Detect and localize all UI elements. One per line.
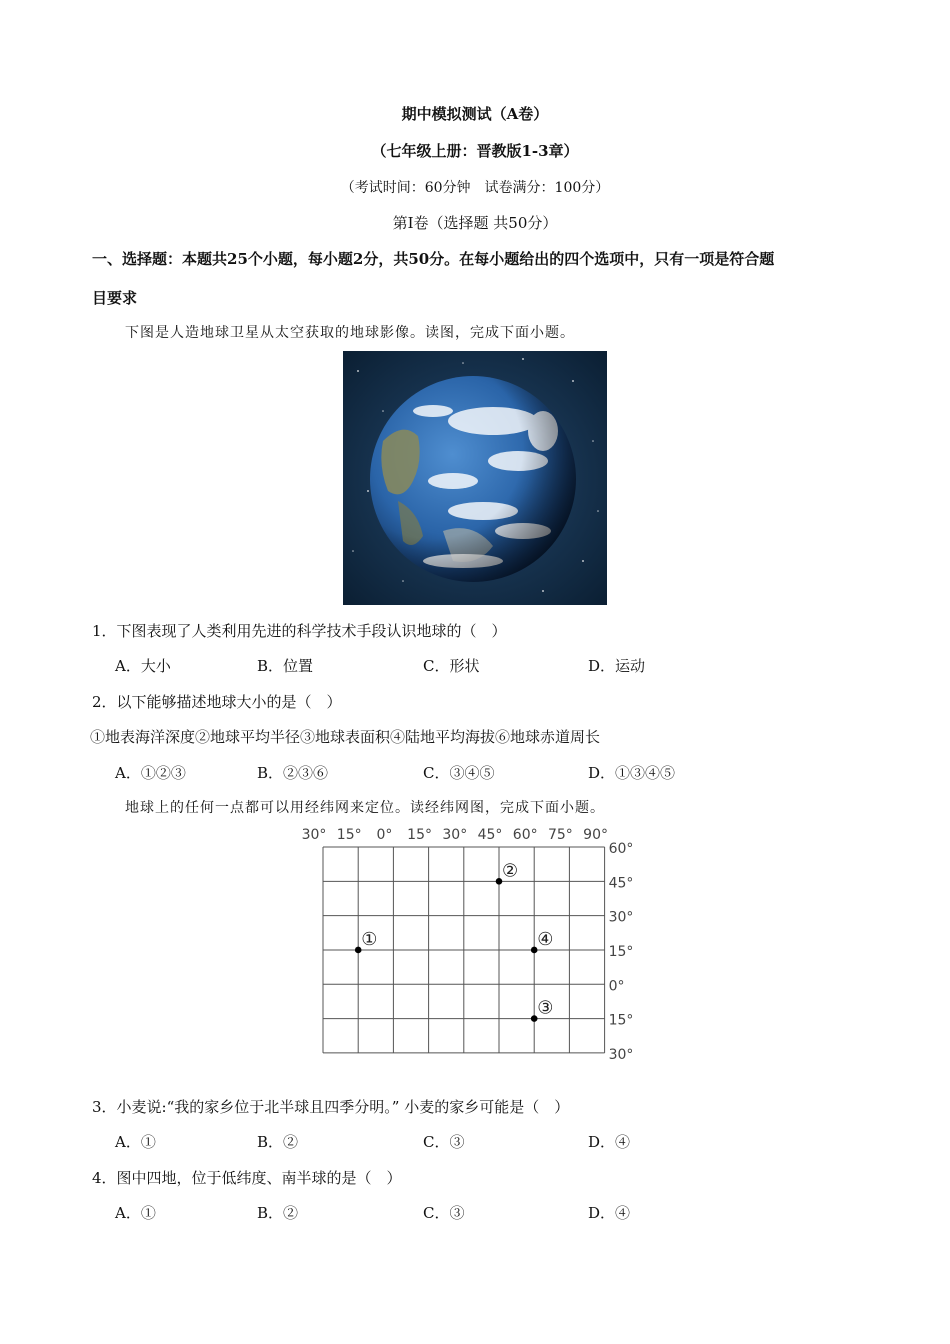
question-3-stem: 3．小麦说:“我的家乡位于北半球且四季分明。” 小麦的家乡可能是（ ） [92,1098,570,1116]
part-title: 第Ⅰ卷（选择题 共50分） [392,214,558,232]
earth-satellite-image [343,351,607,605]
question-1-stem: 1．下图表现了人类利用先进的科学技术手段认识地球的（ ） [92,622,507,640]
q4-option-a[interactable]: A．① [115,1204,156,1222]
longitude-label: 90° [583,827,609,843]
group2-intro: 地球上的任何一点都可以用经纬网来定位。读经纬网图，完成下面小题。 [125,800,605,816]
q2-option-d[interactable]: D．①③④⑤ [588,764,676,782]
location-point-label: ③ [537,997,554,1019]
q2-option-c[interactable]: C．③④⑤ [423,764,495,782]
question-2-stem: 2．以下能够描述地球大小的是（ ） [92,693,342,711]
latitude-label: 0° [608,978,625,995]
q3-option-a[interactable]: A．① [115,1133,156,1151]
longitude-label: 45° [477,827,503,843]
q3-option-c[interactable]: C．③ [423,1133,465,1151]
longitude-label: 30° [442,827,468,843]
q4-option-c[interactable]: C．③ [423,1204,465,1222]
longitude-label: 30° [301,827,327,843]
longitude-label: 15° [336,827,362,843]
q3-option-d[interactable]: D．④ [588,1133,631,1151]
latitude-label: 45° [608,875,634,892]
longitude-label: 75° [547,827,573,843]
q4-option-b[interactable]: B．② [257,1204,299,1222]
latitude-label: 15° [608,943,634,960]
longitude-label: 60° [512,827,538,843]
latitude-label: 15° [608,1012,634,1029]
location-point-label: ② [502,860,519,882]
question-4-stem: 4．图中四地，位于低纬度、南半球的是（ ） [92,1169,402,1187]
q1-option-d[interactable]: D．运动 [588,657,646,675]
q2-option-b[interactable]: B．②③⑥ [257,764,329,782]
latitude-label: 30° [608,1046,634,1063]
section-heading-line2: 目要求 [92,289,138,307]
location-point-label: ① [361,928,378,950]
q3-option-b[interactable]: B．② [257,1133,299,1151]
q4-option-d[interactable]: D．④ [588,1204,631,1222]
location-point-label: ④ [537,928,554,950]
section-heading-line1: 一、选择题：本题共25个小题，每小题2分，共50分。在每小题给出的四个选项中，只有一项是符合题 [92,250,775,268]
latitude-label: 30° [608,909,634,926]
question-2-items: ①地表海洋深度②地球平均半径③地球表面积④陆地平均海拔⑥地球赤道周长 [90,728,601,746]
q1-option-c[interactable]: C．形状 [423,657,480,675]
exam-info: （考试时间：60分钟 试卷满分：100分） [340,180,610,196]
latitude-label: 60° [608,841,634,857]
longitude-label: 0° [376,827,393,843]
exam-subtitle: （七年级上册：晋教版1-3章） [371,142,579,160]
q1-option-a[interactable]: A．大小 [115,657,171,675]
lat-lon-grid-map [301,820,650,1065]
q2-option-a[interactable]: A．①②③ [115,764,186,782]
exam-title: 期中模拟测试（A卷） [401,105,549,123]
longitude-label: 15° [407,827,433,843]
group1-intro: 下图是人造地球卫星从太空获取的地球影像。读图，完成下面小题。 [125,325,575,341]
q1-option-b[interactable]: B．位置 [257,657,314,675]
